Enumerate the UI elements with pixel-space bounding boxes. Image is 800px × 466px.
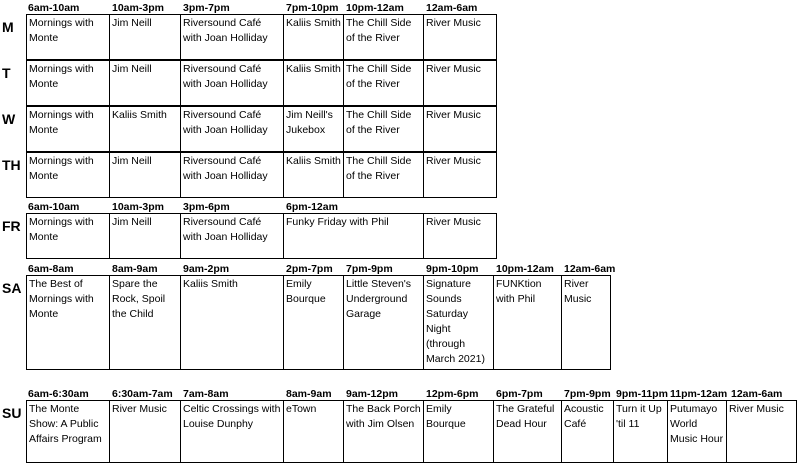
header-time: 9am-12pm xyxy=(346,388,398,400)
header-time: 12am-6am xyxy=(731,388,783,400)
program-cell: Riversound Café with Joan Holliday xyxy=(181,214,284,259)
program-cell: Jim Neill's Jukebox xyxy=(284,107,344,152)
header-time: 7pm-9pm xyxy=(346,263,393,275)
day-label-sunday: SU xyxy=(2,405,22,421)
program-cell: Jim Neill xyxy=(110,15,181,60)
program-cell: River Music xyxy=(110,401,181,463)
header-time: 9pm-10pm xyxy=(426,263,479,275)
schedule-row-sunday xyxy=(26,400,797,463)
header-time: 3pm-6pm xyxy=(183,201,230,213)
header-time: 9am-2pm xyxy=(183,263,230,275)
header-time: 12am-6am xyxy=(426,2,478,14)
program-cell: Kaliis Smith xyxy=(284,15,344,60)
program-cell: The Chill Side of the River xyxy=(344,15,424,60)
day-label-wednesday: W xyxy=(2,111,16,127)
program-cell: The Back Porch with Jim Olsen xyxy=(344,401,424,463)
day-label-monday: M xyxy=(2,19,14,35)
program-cell: River Music xyxy=(424,15,497,60)
day-label-friday: FR xyxy=(2,218,21,234)
program-cell: Jim Neill xyxy=(110,61,181,106)
program-cell: FUNKtion with Phil xyxy=(494,276,562,370)
header-time: 10am-3pm xyxy=(112,201,164,213)
program-cell: Riversound Café with Joan Holliday xyxy=(181,153,284,198)
program-cell: Jim Neill xyxy=(110,214,181,259)
program-cell: Mornings with Monte xyxy=(27,15,110,60)
schedule-row-wednesday xyxy=(26,106,497,152)
program-cell: Mornings with Monte xyxy=(27,214,110,259)
program-cell: Mornings with Monte xyxy=(27,153,110,198)
header-time: 6am-10am xyxy=(28,2,80,14)
program-cell: Riversound Café with Joan Holliday xyxy=(181,107,284,152)
program-cell: The Best of Mornings with Monte xyxy=(27,276,110,370)
program-cell: Funky Friday with Phil xyxy=(284,214,424,259)
header-time: 6am-6:30am xyxy=(28,388,89,400)
day-label-thursday: TH xyxy=(2,157,21,173)
program-cell: River Music xyxy=(424,61,497,106)
header-time: 7pm-10pm xyxy=(286,2,339,14)
header-time: 9pm-11pm xyxy=(616,388,668,400)
schedule-row-saturday xyxy=(26,275,611,370)
program-cell: Celtic Crossings with Louise Dunphy xyxy=(181,401,284,463)
program-cell: The Chill Side of the River xyxy=(344,107,424,152)
header-time: 6am-8am xyxy=(28,263,74,275)
header-time: 6pm-7pm xyxy=(496,388,543,400)
program-cell: Spare the Rock, Spoil the Child xyxy=(110,276,181,370)
program-cell: Kaliis Smith xyxy=(284,61,344,106)
program-cell: The Monte Show: A Public Affairs Program xyxy=(27,401,110,463)
schedule-row-thursday xyxy=(26,152,497,198)
header-time: 2pm-7pm xyxy=(286,263,333,275)
header-time: 10pm-12am xyxy=(496,263,554,275)
header-time: 6am-10am xyxy=(28,201,80,213)
program-cell: Jim Neill xyxy=(110,153,181,198)
program-cell: River Music xyxy=(562,276,611,370)
program-cell: Emily Bourque xyxy=(424,401,494,463)
program-cell: Little Steven's Underground Garage xyxy=(344,276,424,370)
program-cell: Kaliis Smith xyxy=(110,107,181,152)
program-cell: Riversound Café with Joan Holliday xyxy=(181,61,284,106)
program-cell: River Music xyxy=(727,401,797,463)
header-time: 7am-8am xyxy=(183,388,229,400)
header-time: 8am-9am xyxy=(112,263,158,275)
program-cell: Acoustic Café xyxy=(562,401,614,463)
program-cell: The Chill Side of the River xyxy=(344,61,424,106)
header-time: 6:30am-7am xyxy=(112,388,173,400)
program-cell: Kaliis Smith xyxy=(181,276,284,370)
header-time: 12am-6am xyxy=(564,263,616,275)
program-cell: River Music xyxy=(424,107,497,152)
program-cell: eTown xyxy=(284,401,344,463)
program-cell: Riversound Café with Joan Holliday xyxy=(181,15,284,60)
header-time: 10am-3pm xyxy=(112,2,164,14)
program-cell: Kaliis Smith xyxy=(284,153,344,198)
header-time: 6pm-12am xyxy=(286,201,338,213)
program-cell: Putumayo World Music Hour xyxy=(668,401,727,463)
header-time: 3pm-7pm xyxy=(183,2,230,14)
header-time: 10pm-12am xyxy=(346,2,404,14)
program-cell: The Grateful Dead Hour xyxy=(494,401,562,463)
day-label-saturday: SA xyxy=(2,280,22,296)
program-cell: River Music xyxy=(424,214,497,259)
program-cell: Emily Bourque xyxy=(284,276,344,370)
header-time: 12pm-6pm xyxy=(426,388,479,400)
header-time: 8am-9am xyxy=(286,388,332,400)
program-cell: The Chill Side of the River xyxy=(344,153,424,198)
schedule-row-tuesday xyxy=(26,60,497,106)
program-cell: Turn it Up 'til 11 xyxy=(614,401,668,463)
schedule-row-monday xyxy=(26,14,497,60)
header-time: 11pm-12am xyxy=(670,388,728,400)
program-cell: Mornings with Monte xyxy=(27,107,110,152)
schedule-row-friday xyxy=(26,213,497,259)
program-cell: Mornings with Monte xyxy=(27,61,110,106)
program-cell: River Music xyxy=(424,153,497,198)
program-cell: Signature Sounds Saturday Night (through March 2021) xyxy=(424,276,494,370)
day-label-tuesday: T xyxy=(2,65,11,81)
header-time: 7pm-9pm xyxy=(564,388,611,400)
